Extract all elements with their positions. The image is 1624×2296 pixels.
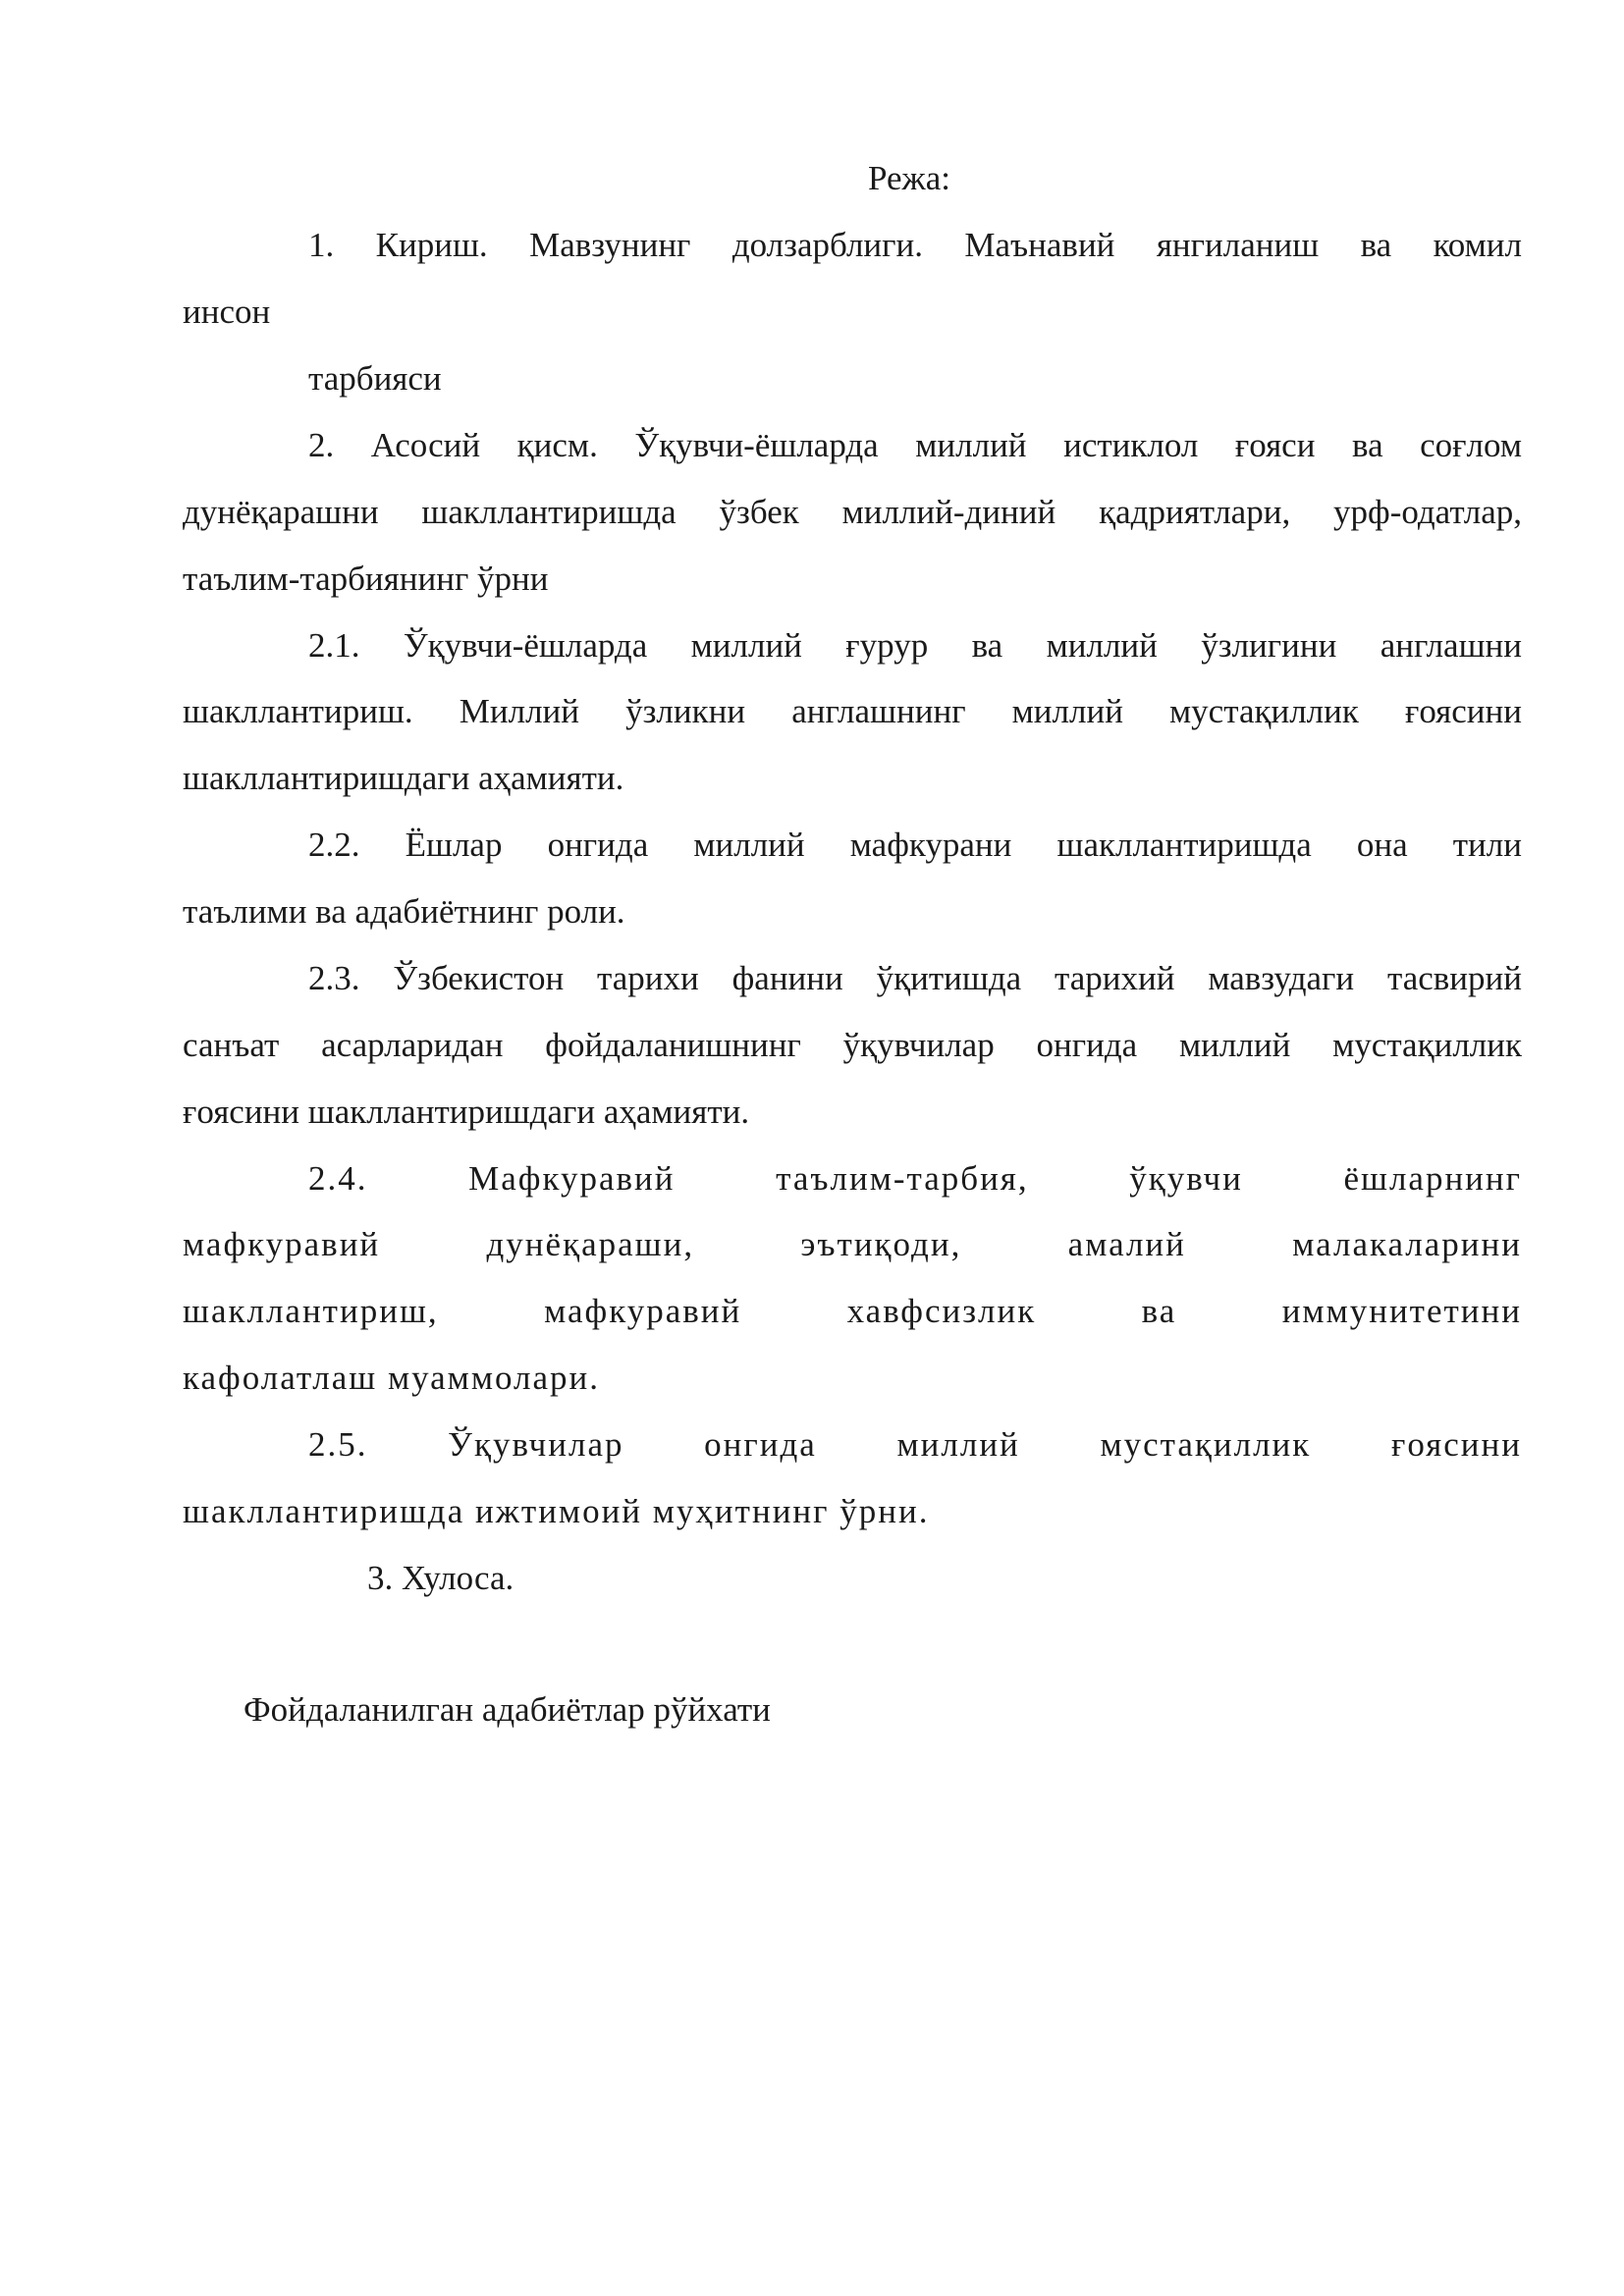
plan-item-2-2-line-1: 2.2. Ёшлар онгида миллий мафкурани шакллантиришда она тили (308, 826, 1522, 864)
plan-item-2-3-line-2: санъат асарларидан фойдаланишнинг ўқувчилар онгида миллий мустақиллик (183, 1026, 1522, 1064)
plan-item-2-5-line-2: шакллантиришда ижтимоий муҳитнинг ўрни. (183, 1492, 930, 1530)
plan-item-2-1-line-2: шакллантириш. Миллий ўзликни англашнинг миллий мустақиллик ғоясини (183, 692, 1522, 730)
plan-item-2-3-line-3: ғоясини шакллантиришдаги аҳамияти. (183, 1093, 750, 1131)
references-heading: Фойдаланилган адабиётлар рўйхати (244, 1690, 771, 1729)
plan-item-2-line-2: дунёқарашни шакллантиришда ўзбек миллий-диний қадриятлари, урф-одатлар, (183, 493, 1522, 531)
plan-item-2-line-3: таълим-тарбиянинг ўрни (183, 560, 549, 598)
plan-item-1-line-2: инсон (183, 293, 271, 331)
plan-item-2-4-line-1: 2.4. Мафкуравий таълим-тарбия, ўқувчи ёшларнинг (308, 1159, 1522, 1198)
plan-item-2-4-line-4: кафолатлаш муаммолари. (183, 1359, 600, 1397)
plan-item-1-line-3: тарбияси (308, 359, 442, 398)
plan-item-1-line-1: 1. Кириш. Мавзунинг долзарблиги. Маънавий янгиланиш ва комил (308, 226, 1522, 264)
plan-item-2-4-line-3: шакллантириш, мафкуравий хавфсизлик ва иммунитетини (183, 1292, 1522, 1330)
plan-item-2-3-line-1: 2.3. Ўзбекистон тарихи фанини ўқитишда тарихий мавзудаги тасвирий (308, 959, 1522, 997)
plan-item-2-5-line-1: 2.5. Ўқувчилар онгида миллий мустақиллик ғоясини (308, 1425, 1522, 1464)
plan-item-2-1-line-3: шакллантиришдаги аҳамияти. (183, 759, 624, 797)
document-title: Режа: (868, 159, 950, 197)
plan-item-2-line-1: 2. Асосий қисм. Ўқувчи-ёшларда миллий истиклол ғояси ва соғлом (308, 426, 1522, 464)
plan-item-2-2-line-2: таълими ва адабиётнинг роли. (183, 892, 625, 931)
plan-item-2-4-line-2: мафкуравий дунёқараши, эътиқоди, амалий малакаларини (183, 1225, 1522, 1263)
plan-item-2-1-line-1: 2.1. Ўқувчи-ёшларда миллий ғурур ва миллий ўзлигини англашни (308, 626, 1522, 665)
plan-item-3: 3. Хулоса. (367, 1559, 514, 1597)
